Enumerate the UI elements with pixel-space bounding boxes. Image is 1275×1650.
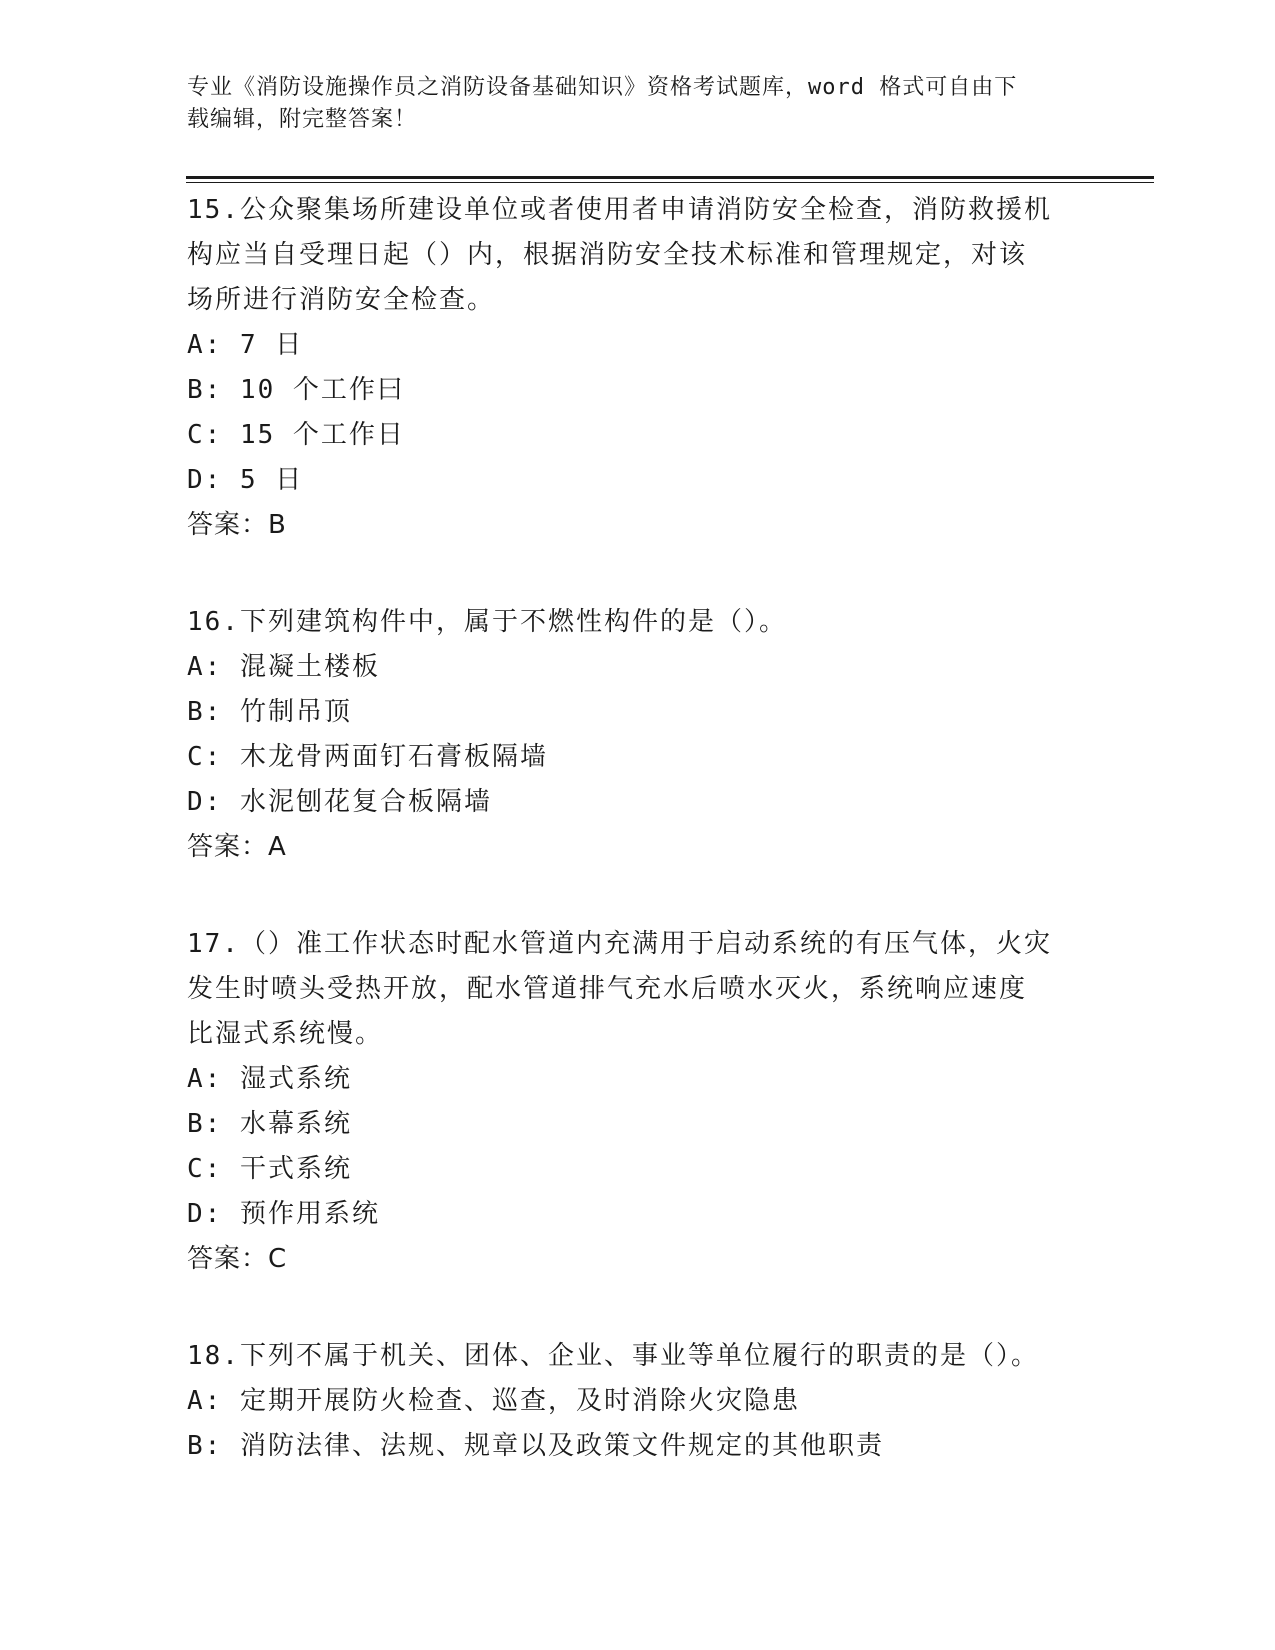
option-b: B: 消防法律、法规、规章以及政策文件规定的其他职责 (187, 1431, 884, 1461)
option-c: C: 15 个工作日 (187, 420, 405, 450)
answer: 答案：A (187, 832, 287, 862)
header-line-2: 载编辑，附完整答案！ (187, 107, 418, 132)
header-divider-thick (186, 176, 1154, 179)
option-c: C: 木龙骨两面钉石膏板隔墙 (187, 742, 548, 772)
question-text (187, 922, 1087, 1057)
option-d: D: 5 日 (187, 465, 304, 495)
question-text (187, 1334, 1087, 1379)
option-a: A: 混凝土楼板 (187, 652, 380, 682)
option-a: A: 7 日 (187, 330, 304, 360)
option-b: B: 竹制吊顶 (187, 697, 352, 727)
question-list (187, 188, 1087, 1521)
question-text-line: 比湿式系统慢。 (187, 1019, 384, 1049)
question-text-line: 17.（）准工作状态时配水管道内充满用于启动系统的有压气体，火灾 (187, 929, 1052, 959)
option-a: A: 定期开展防火检查、巡查，及时消除火灾隐患 (187, 1386, 800, 1416)
answer: 答案：C (187, 1244, 288, 1274)
option-d: D: 预作用系统 (187, 1199, 380, 1229)
option-c: C: 干式系统 (187, 1154, 352, 1184)
answer: 答案：B (187, 510, 287, 540)
question-text-line: 场所进行消防安全检查。 (187, 285, 496, 315)
option-a: A: 湿式系统 (187, 1064, 352, 1094)
header-line-1: 专业《消防设施操作员之消防设备基础知识》资格考试题库，word 格式可自由下 (187, 75, 1018, 100)
question-text-line: 16.下列建筑构件中，属于不燃性构件的是（）。 (187, 607, 787, 637)
question-text-line: 构应当自受理日起（）内，根据消防安全技术标准和管理规定，对该 (187, 240, 1028, 270)
question-17 (187, 922, 1087, 1282)
question-text-line: 18.下列不属于机关、团体、企业、事业等单位履行的职责的是（）。 (187, 1341, 1039, 1371)
question-16 (187, 600, 1087, 870)
question-text (187, 600, 1087, 645)
question-text-line: 发生时喷头受热开放，配水管道排气充水后喷水灭火，系统响应速度 (187, 974, 1028, 1004)
option-b: B: 10 个工作曰 (187, 375, 405, 405)
option-b: B: 水幕系统 (187, 1109, 352, 1139)
header-divider-thin (186, 182, 1154, 183)
question-text-line: 15.公众聚集场所建设单位或者使用者申请消防安全检查，消防救援机 (187, 195, 1052, 225)
question-text (187, 188, 1087, 323)
document-header (187, 72, 1087, 136)
question-15 (187, 188, 1087, 548)
option-d: D: 水泥刨花复合板隔墙 (187, 787, 492, 817)
question-18 (187, 1334, 1087, 1469)
